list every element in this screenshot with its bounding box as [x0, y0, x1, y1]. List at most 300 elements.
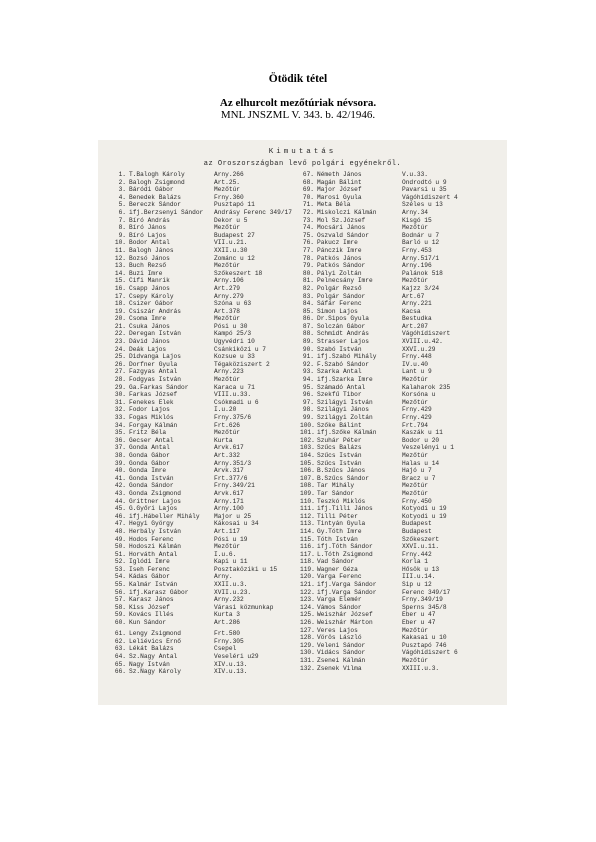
row-number: 26.: [114, 360, 126, 368]
row-number: 99.: [302, 414, 314, 421]
list-row: [112, 558, 315, 566]
person-name: Oszvald Sándor: [317, 231, 369, 239]
person-name: Csapp János: [129, 284, 170, 292]
address: Art.378: [214, 307, 240, 315]
list-row: [300, 368, 500, 376]
list-row: [300, 232, 500, 240]
list-row: [112, 262, 312, 270]
row-number: 14.: [114, 269, 126, 277]
row-number: 120.: [300, 573, 315, 581]
person-name: Strasser Lajos: [317, 338, 369, 346]
address: Ugyvédri 10: [214, 338, 255, 346]
row-number: 94.: [302, 376, 314, 384]
person-name: Pánczik Imre: [317, 246, 362, 254]
person-name: B.Szűcs Sándor: [317, 474, 369, 482]
address: Art.332: [214, 451, 240, 459]
person-name: Iglódi Imre: [129, 558, 170, 566]
list-row: [112, 630, 312, 638]
list-row: [112, 581, 315, 589]
address: Arny.223: [214, 368, 244, 376]
list-row: [300, 619, 500, 627]
row-number: 110.: [300, 497, 315, 505]
address: Szóna u 63: [214, 300, 252, 308]
list-row: [300, 573, 500, 581]
address: Posztaköziki u 15: [214, 565, 278, 573]
person-name: Kádas Gábor: [129, 573, 170, 581]
row-number: 45.: [114, 505, 126, 513]
person-name: Sz.Nagy Antal: [129, 652, 178, 660]
row-number: 64.: [114, 652, 126, 660]
person-name: Számadó Antal: [317, 383, 366, 391]
person-name: Gonda Antal: [129, 444, 170, 452]
row-number: 3.: [118, 186, 126, 194]
list-row: [300, 490, 500, 498]
address: Kotyodi u 19: [402, 505, 447, 513]
list-row: [300, 528, 500, 536]
person-name: Szabó István: [317, 345, 362, 353]
person-name: Nagy István: [129, 660, 170, 668]
list-row: [112, 277, 312, 285]
list-row: [112, 482, 315, 490]
address: Kisgó 15: [402, 216, 432, 224]
row-number: 71.: [302, 201, 314, 209]
address: Frt.377/6: [214, 474, 248, 482]
row-number: 113.: [300, 520, 315, 528]
row-number: 122.: [300, 588, 315, 596]
address: Mezőtúr: [402, 657, 428, 664]
list-row: [112, 406, 312, 414]
list-row: [112, 399, 312, 407]
person-name: Marosi Gyula: [317, 193, 362, 201]
address: Art.279: [214, 284, 240, 292]
list-row: [300, 270, 500, 278]
list-row: [300, 247, 500, 255]
person-name: Szőke Bálint: [317, 421, 362, 429]
address: Kapi u 11: [214, 558, 248, 566]
person-name: Tilli Péter: [317, 512, 358, 520]
list-row: [300, 201, 500, 209]
row-number: 81.: [302, 277, 314, 285]
list-row: [300, 315, 500, 323]
row-number: 12.: [114, 254, 126, 262]
person-name: Didvanga Lajos: [129, 353, 181, 361]
person-name: Tar Mihály: [317, 482, 355, 490]
person-name: Pelnecsány Imre: [317, 277, 373, 285]
address: Bodnár u 7: [402, 231, 440, 239]
address: Frny.305: [214, 637, 244, 645]
person-name: Hodoszi Kálmán: [129, 543, 181, 551]
list-row: [112, 474, 315, 483]
address: Kotyodi u 19: [402, 512, 447, 520]
row-number: 125.: [300, 611, 315, 619]
list-row: [300, 285, 500, 293]
list-row: [300, 513, 500, 521]
list-row: [300, 217, 500, 225]
address: Arny.221: [402, 300, 432, 308]
person-name: Szuhár Péter: [317, 436, 362, 444]
list-row: [112, 596, 315, 604]
row-number: 101.: [300, 429, 315, 437]
address: XVII.u.23.: [214, 588, 252, 596]
row-number: 18.: [114, 300, 126, 308]
row-number: 19.: [114, 307, 126, 315]
row-number: 102.: [300, 436, 315, 444]
address: Major u 25: [214, 512, 252, 520]
list-row: [300, 308, 500, 316]
row-number: 107.: [300, 474, 315, 482]
person-name: Szűcs István: [317, 459, 362, 467]
list-row: [300, 566, 500, 574]
address: Frny.349/19: [402, 596, 443, 604]
address: Art.117: [214, 527, 240, 535]
row-number: 56.: [114, 588, 126, 596]
address: Kajzz 3/24: [402, 284, 440, 292]
address: IV.u.40: [402, 360, 428, 368]
list-row: [300, 194, 500, 202]
person-name: Cifi Manrik: [129, 277, 170, 285]
row-number: 130.: [300, 649, 315, 657]
row-number: 76.: [302, 239, 314, 247]
row-number: 91.: [302, 353, 314, 361]
row-number: 60.: [114, 619, 126, 627]
address: Vágóhídiszert: [402, 330, 451, 338]
address: Kurta: [214, 436, 233, 444]
list-row: [112, 224, 312, 232]
list-row: [112, 171, 312, 179]
row-number: 11.: [114, 246, 126, 254]
row-number: 131.: [300, 657, 315, 664]
row-number: 48.: [114, 527, 126, 535]
list-row: [112, 565, 315, 574]
row-number: 59.: [114, 611, 126, 619]
row-number: 34.: [114, 421, 126, 429]
row-number: 22.: [114, 330, 126, 338]
row-number: 37.: [114, 444, 126, 452]
address: Csókmadi u 6: [214, 398, 259, 406]
list-row: [112, 421, 315, 430]
person-name: Vad Sándor: [317, 558, 355, 566]
row-number: 61.: [114, 630, 126, 638]
address: Vágóhídiszert 4: [402, 193, 458, 201]
person-name: ifj.Varga Sándor: [317, 581, 377, 589]
list-row: [300, 262, 500, 270]
row-number: 24.: [114, 345, 126, 353]
address: Art.207: [402, 322, 428, 330]
row-number: 100.: [300, 421, 315, 429]
row-number: 1.: [118, 171, 126, 178]
address: Sperns 345/8: [402, 603, 447, 611]
row-number: 40.: [114, 467, 126, 475]
list-row: [300, 581, 500, 589]
person-name: Balogh Zsigmond: [129, 178, 185, 186]
person-name: Polgár Rezső: [317, 284, 362, 292]
row-number: 15.: [114, 277, 126, 285]
address: Frny.442: [402, 550, 432, 558]
row-number: 115.: [300, 535, 315, 543]
address: Arny.34: [402, 208, 428, 216]
address: XXII.u.30: [214, 246, 248, 254]
address: Kozsue u 33: [214, 353, 255, 361]
address: Mezőtúr: [402, 451, 428, 459]
person-name: Szűcs Balázs: [317, 444, 362, 452]
address: Barló u 12: [402, 239, 440, 247]
row-number: 43.: [114, 489, 126, 497]
row-number: 82.: [302, 284, 314, 292]
row-number: 58.: [114, 603, 126, 611]
row-number: 53.: [114, 565, 126, 573]
row-number: 72.: [302, 208, 314, 216]
row-number: 57.: [114, 596, 126, 604]
row-number: 52.: [114, 558, 126, 566]
address: Ferenc 349/17: [402, 588, 451, 596]
address: Pusztapó 746: [402, 641, 447, 649]
person-name: Báródi Gábor: [129, 186, 174, 194]
address: XXVI.u.29: [402, 345, 436, 353]
list-row: [112, 376, 312, 384]
person-name: Schmidt András: [317, 330, 369, 338]
row-number: 88.: [302, 330, 314, 338]
address: Budapest: [402, 520, 432, 528]
list-row: [112, 315, 312, 323]
address: Mezőtúr: [214, 186, 240, 194]
address: Arny.266: [214, 171, 244, 178]
row-number: 90.: [302, 345, 314, 353]
row-number: 123.: [300, 596, 315, 604]
address: Frt.626: [214, 421, 240, 429]
address: Mezőtúr: [214, 224, 240, 232]
scan-subtitle: az Oroszországban levő polgári egyénekről.: [203, 160, 402, 168]
list-row: [300, 657, 500, 665]
list-row: [300, 437, 500, 445]
row-number: 44.: [114, 497, 126, 505]
address: Korsóna u: [402, 391, 436, 399]
row-number: 95.: [302, 383, 314, 391]
person-name: F.Szabó Sándor: [317, 360, 369, 368]
person-name: Veres Lajos: [317, 626, 358, 634]
row-number: 114.: [300, 527, 315, 535]
address: Mezőtúr: [402, 482, 428, 490]
row-number: 17.: [114, 292, 126, 300]
list-row: [112, 308, 312, 316]
list-row: [300, 361, 500, 369]
list-row: [112, 232, 312, 240]
person-name: Dávid János: [129, 338, 170, 346]
address: Mezőtúr: [402, 398, 428, 406]
row-number: 63.: [114, 645, 126, 653]
row-number: 69.: [302, 186, 314, 194]
list-row: [112, 270, 312, 278]
address: Arny.171: [214, 497, 244, 505]
list-row: [300, 255, 500, 263]
address: Arvk.317: [214, 467, 244, 475]
address: Mezőtúr: [214, 376, 240, 384]
address: Csánkiközi u 7: [214, 345, 266, 353]
person-name: ifj.Szarka Imre: [317, 376, 373, 384]
person-name: Fogas Miklós: [129, 414, 174, 421]
row-number: 77.: [302, 246, 314, 254]
list-row: [112, 661, 312, 669]
person-name: Sáfár Ferenc: [317, 300, 362, 308]
address: Arny.: [214, 573, 233, 581]
list-row: [300, 224, 500, 232]
list-row: [112, 573, 315, 581]
row-number: 42.: [114, 482, 126, 490]
row-number: 89.: [302, 338, 314, 346]
address: VII.u.21.: [214, 239, 248, 247]
list-row: [112, 217, 312, 225]
list-row: [112, 384, 312, 392]
person-name: Fritz Béla: [129, 429, 167, 437]
person-name: Gonda Gábor: [129, 451, 170, 459]
list-row: [112, 653, 312, 661]
row-number: 33.: [114, 414, 126, 421]
row-number: 4.: [118, 193, 126, 201]
list-row: [300, 634, 500, 642]
row-number: 104.: [300, 451, 315, 459]
address: Frny.448: [402, 353, 432, 361]
list-row: [112, 611, 315, 619]
row-number: 62.: [114, 637, 126, 645]
address: Frny.360: [214, 193, 244, 201]
person-name: ifj.Tóth Sándor: [317, 543, 373, 551]
person-name: Varga Elemér: [317, 596, 362, 604]
list-row: [300, 505, 500, 513]
list-row: [300, 346, 500, 354]
person-name: Kun Sándor: [129, 619, 167, 627]
list-row: [300, 604, 500, 612]
address: Hősök u 13: [402, 565, 440, 573]
row-number: 83.: [302, 292, 314, 300]
list-row: [112, 467, 315, 475]
list-row: [112, 459, 315, 468]
list-row: [112, 638, 312, 646]
row-number: 96.: [302, 391, 314, 399]
person-name: Major József: [317, 186, 362, 194]
list-row: [112, 520, 315, 528]
person-name: Szűcs István: [317, 451, 362, 459]
address: I.u.20: [214, 406, 237, 414]
scanned-list-image: [98, 140, 507, 705]
row-number: 109.: [300, 489, 315, 497]
person-name: Fodor Lajos: [129, 406, 170, 414]
address: V.u.33.: [402, 171, 428, 178]
list-row: [300, 391, 500, 399]
row-number: 5.: [118, 201, 126, 209]
list-row: [112, 550, 315, 559]
list-row: [112, 179, 312, 187]
row-number: 117.: [300, 550, 315, 558]
document-subtitle: Az elhurcolt mezőtúriak névsora.: [219, 97, 377, 109]
list-row: [112, 645, 312, 653]
list-row: [300, 422, 500, 430]
person-name: Németh János: [317, 171, 362, 178]
address: Kacsa: [402, 307, 421, 315]
list-row: [300, 323, 500, 331]
person-name: Pályi Zoltán: [317, 269, 362, 277]
row-number: 46.: [114, 512, 126, 520]
list-row: [300, 444, 500, 452]
row-number: 87.: [302, 322, 314, 330]
list-row: [112, 603, 315, 612]
person-name: Balogh János: [129, 246, 174, 254]
person-name: ifj.Hábeller Mihály: [129, 512, 200, 520]
person-name: Vörös László: [317, 634, 362, 642]
person-name: Szarka Antal: [317, 368, 362, 376]
person-name: ifj.Szőke Kálmán: [317, 429, 377, 437]
row-number: 124.: [300, 603, 315, 611]
address: XXVI.u.11.: [402, 543, 440, 551]
address: Arny.517/1: [402, 254, 440, 262]
person-name: ifj.Tilli János: [317, 505, 373, 513]
row-number: 111.: [300, 505, 315, 513]
address: Korla 1: [402, 558, 428, 566]
person-name: Dorfner Gyula: [129, 360, 178, 368]
list-row: [300, 467, 500, 475]
address: Frny.453: [402, 246, 432, 254]
person-name: Meta Béla: [317, 201, 351, 209]
row-number: 127.: [300, 626, 315, 634]
person-name: Teszkó Miklós: [317, 497, 366, 505]
person-name: Herbály István: [129, 527, 181, 535]
address: XXII.u.3.: [214, 581, 248, 589]
row-number: 54.: [114, 573, 126, 581]
left-column: [112, 171, 315, 676]
person-name: Fazgyas Antal: [129, 368, 178, 376]
list-row: [112, 338, 312, 346]
row-number: 78.: [302, 254, 314, 262]
address: Eber u 47: [402, 619, 436, 627]
list-row: [112, 451, 315, 460]
address: Arny.351/3: [214, 459, 252, 467]
list-row: [300, 353, 500, 361]
row-number: 74.: [302, 224, 314, 232]
person-name: Ga.Farkas Sándor: [129, 383, 189, 391]
list-row: [112, 444, 315, 452]
address: III.u.14.: [402, 573, 436, 581]
row-number: 7.: [118, 216, 126, 224]
address: Sip u 12: [402, 581, 432, 589]
row-number: 21.: [114, 322, 126, 330]
list-row: [300, 543, 500, 551]
list-row: [112, 414, 312, 422]
list-row: [112, 186, 312, 194]
address: Frt.580: [214, 630, 240, 638]
address: Mezőtúr: [214, 315, 240, 323]
person-name: Lékát Balázs: [129, 645, 174, 653]
address: Arvk.617: [214, 489, 244, 497]
row-number: 106.: [300, 467, 315, 475]
list-row: [112, 239, 312, 247]
row-number: 20.: [114, 315, 126, 323]
person-name: Grittner Lajos: [129, 497, 181, 505]
list-row: [300, 376, 500, 384]
row-number: 68.: [302, 178, 314, 186]
address: Arny.106: [214, 277, 244, 285]
person-name: Bíró János: [129, 224, 167, 232]
list-row: [300, 498, 500, 506]
row-number: 85.: [302, 307, 314, 315]
list-row: [300, 452, 500, 460]
person-name: T.Balogh Károly: [129, 171, 185, 178]
person-name: Horváth Antal: [129, 550, 178, 558]
row-number: 23.: [114, 338, 126, 346]
address: Frny.429: [402, 406, 432, 414]
row-number: 27.: [114, 368, 126, 376]
person-name: Deregan István: [129, 330, 181, 338]
address: Arvk.617: [214, 444, 244, 452]
person-name: Pakucz Imre: [317, 239, 358, 247]
list-row: [112, 497, 315, 506]
